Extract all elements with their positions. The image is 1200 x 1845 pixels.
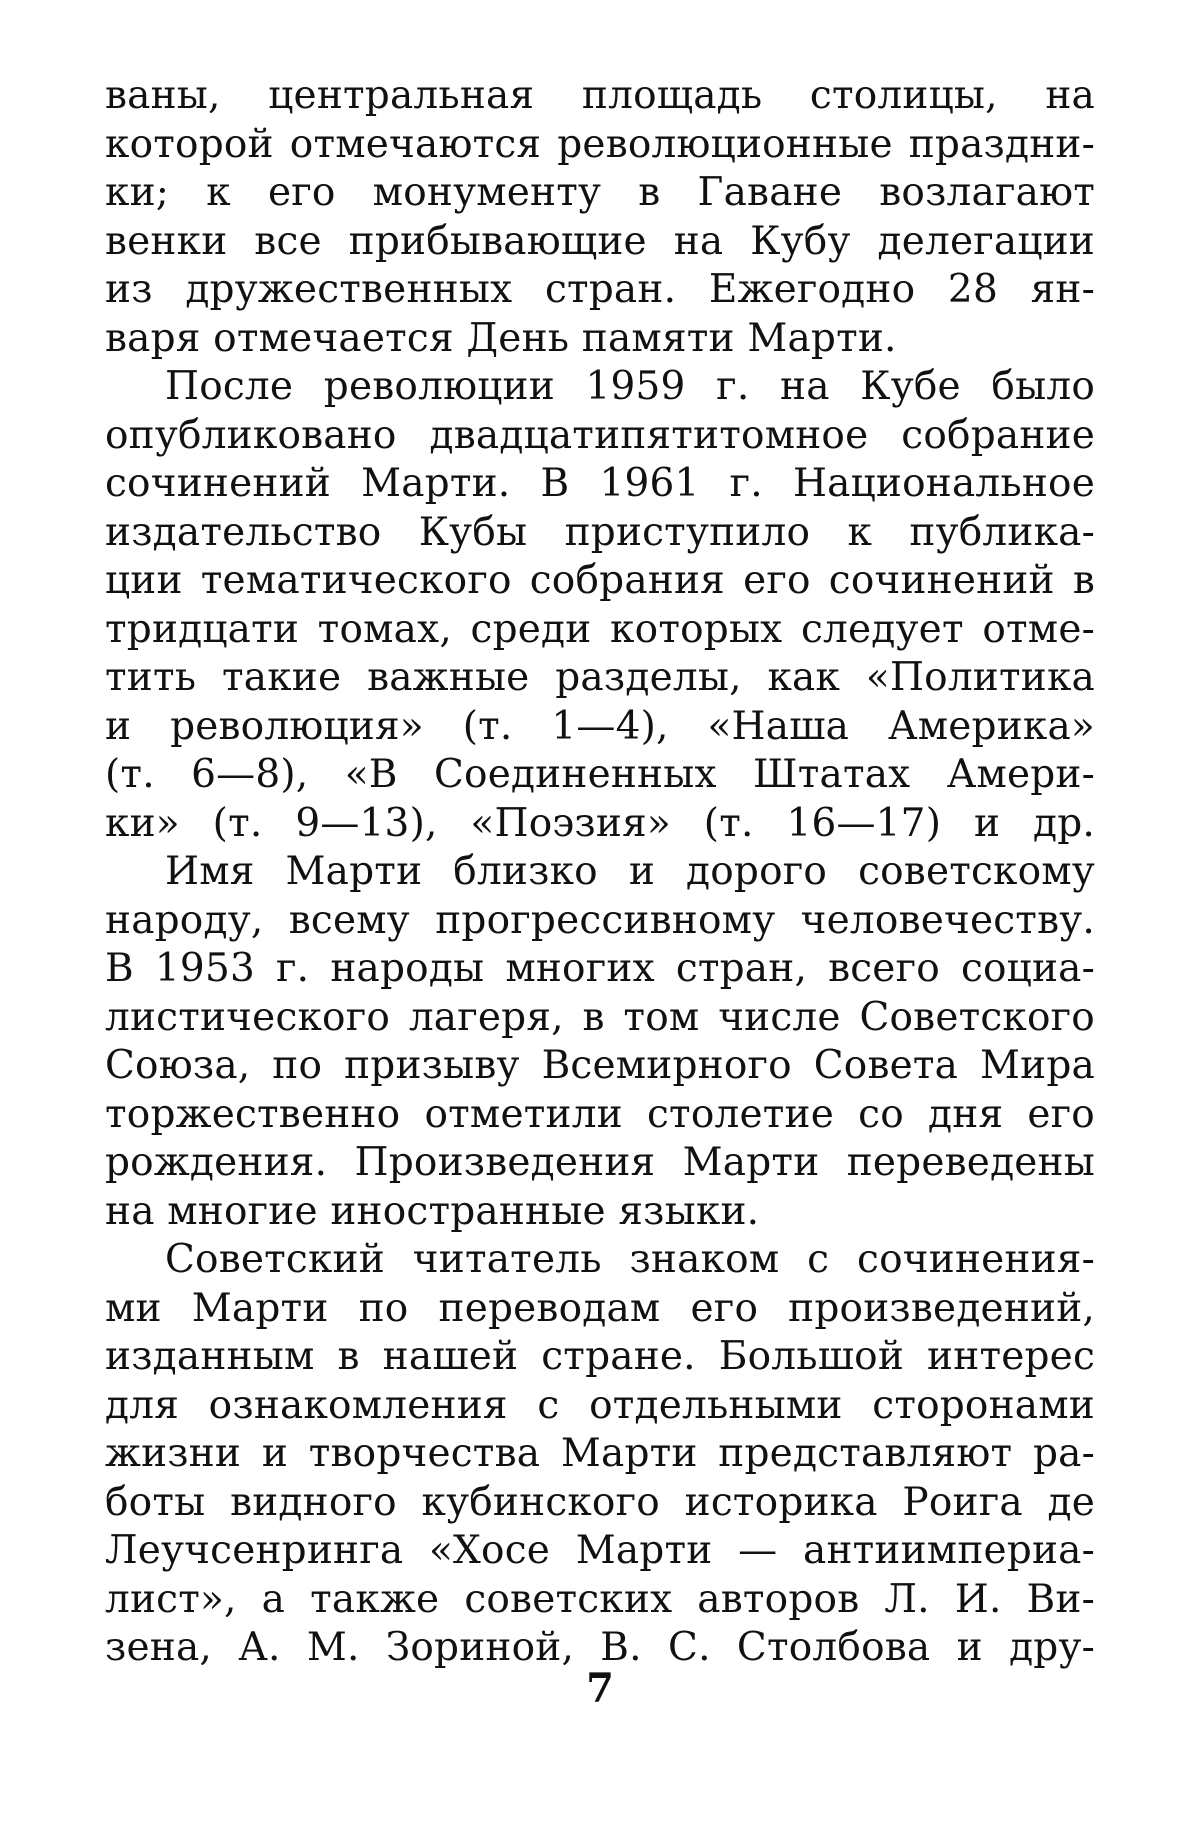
text-line: и революция» (т. 1—4), «Наша Америка» — [105, 703, 1095, 749]
text-line: народу, всему прогрессивному человечеству. — [105, 897, 1095, 943]
text-line: ки; к его монументу в Гаване возлагают — [105, 170, 1095, 215]
text-line: издательство Кубы приступило к публика- — [105, 509, 1095, 555]
paragraph-start-line: После революции 1959 г. на Кубе было — [165, 364, 1095, 409]
text-line: для ознакомления с отдельными сторонами — [105, 1382, 1095, 1428]
text-line: лист», а также советских авторов Л. И. Ви- — [105, 1576, 1095, 1622]
text-line: ки» (т. 9—13), «Поэзия» (т. 16—17) и др. — [105, 800, 1095, 846]
text-line: варя отмечается День памяти Марти. — [105, 315, 897, 361]
text-line: опубликовано двадцатипятитомное собрание — [105, 412, 1095, 458]
text-line: тридцати томах, среди которых следует отме- — [105, 606, 1095, 652]
text-line: из дружественных стран. Ежегодно 28 ян- — [105, 267, 1095, 312]
paragraph-start-line: Имя Марти близко и дорого советскому — [165, 849, 1095, 894]
text-line: жизни и творчества Марти представляют ра- — [105, 1431, 1095, 1476]
text-line: ции тематического собрания его сочинений в — [105, 558, 1095, 603]
text-line: торжественно отметили столетие со дня его — [105, 1091, 1095, 1137]
text-line: В 1953 г. народы многих стран, всего социа- — [105, 946, 1095, 991]
text-line: венки все прибывающие на Кубу делегации — [105, 218, 1095, 264]
text-line: тить такие важные разделы, как «Политика — [105, 655, 1095, 700]
text-line: листического лагеря, в том числе Советского — [105, 994, 1095, 1040]
text-line: Леучсенринга «Хосе Марти — антиимпериа- — [105, 1528, 1095, 1573]
text-line: боты видного кубинского историка Роига де — [105, 1479, 1095, 1525]
page-number: 7 — [586, 1665, 614, 1712]
text-line: зена, А. М. Зориной, В. С. Столбова и дру- — [105, 1625, 1095, 1670]
text-line: рождения. Произведения Марти переведены — [105, 1140, 1095, 1185]
body-text — [105, 72, 1095, 1673]
text-line: ми Марти по переводам его произведений, — [105, 1285, 1095, 1331]
text-line: изданным в нашей стране. Большой интерес — [105, 1334, 1095, 1379]
paragraph-start-line: Советский читатель знаком с сочинения- — [165, 1237, 1095, 1282]
text-line: Союза, по призыву Всемирного Совета Мира — [105, 1043, 1095, 1088]
text-line: ваны, центральная площадь столицы, на — [105, 73, 1095, 118]
text-line: которой отмечаются революционные праздни- — [105, 121, 1095, 167]
text-line: на многие иностранные языки. — [105, 1188, 760, 1234]
text-line: (т. 6—8), «В Соединенных Штатах Амери- — [105, 752, 1095, 797]
text-line: сочинений Марти. В 1961 г. Национальное — [105, 461, 1095, 506]
